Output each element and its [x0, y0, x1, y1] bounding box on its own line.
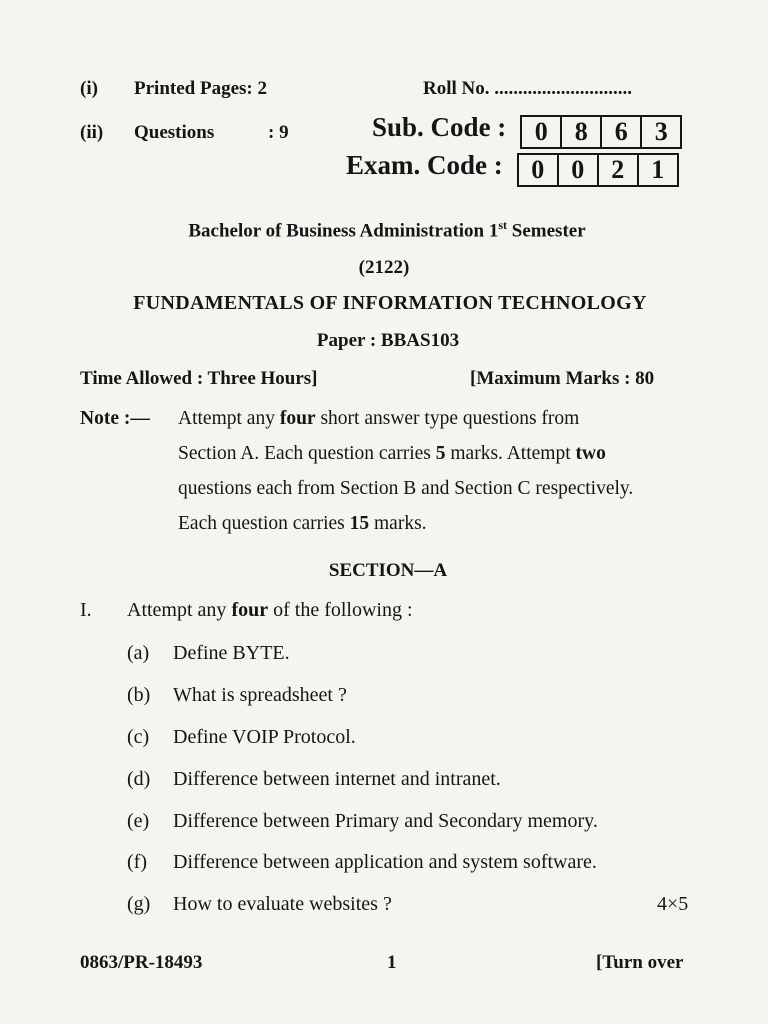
item-text: Difference between application and system software. — [173, 851, 597, 873]
questions-value: : 9 — [268, 122, 289, 143]
item-label: (d) — [127, 768, 151, 790]
questions-label: Questions — [134, 122, 215, 143]
item-label: (e) — [127, 810, 150, 832]
roll-no-label: Roll No. ............................. — [423, 78, 632, 99]
maximum-marks: [Maximum Marks : 80 — [470, 368, 655, 389]
item-text: What is spreadsheet ? — [173, 684, 347, 706]
programme-title: Bachelor of Business Administration 1st Semester — [188, 218, 586, 242]
note-line-4: Each question carries 15 marks. — [178, 513, 427, 534]
note-line-3: questions each from Section B and Section C respectively. — [178, 478, 634, 499]
marks-distribution: 4×5 — [657, 893, 689, 915]
session-code: (2122) — [358, 257, 410, 278]
time-allowed: Time Allowed : Three Hours] — [80, 368, 318, 389]
exam-code-box — [517, 153, 679, 187]
paper-code: Paper : BBAS103 — [316, 330, 460, 351]
item-text: Define VOIP Protocol. — [173, 726, 356, 748]
sub-code-box — [520, 115, 682, 149]
item-label: (b) — [127, 684, 151, 706]
exam-code-digit: 0 — [559, 155, 599, 185]
note-line-2: Section A. Each question carries 5 marks. Attempt two — [178, 443, 606, 464]
sub-code-row — [372, 112, 682, 149]
exam-code-digit: 0 — [519, 155, 559, 185]
questions-number: (ii) — [80, 122, 104, 143]
footer-paper-code: 0863/PR-18493 — [80, 952, 203, 973]
sub-code-digit: 3 — [654, 117, 668, 147]
printed-pages-label: Printed Pages: 2 — [134, 78, 267, 99]
item-text: Difference between internet and intranet. — [173, 768, 501, 790]
subject-title: FUNDAMENTALS OF INFORMATION TECHNOLOGY — [133, 292, 647, 314]
sub-code-label: Sub. Code : — [372, 112, 507, 142]
exam-code-row — [346, 150, 679, 187]
sub-code-digit: 0 — [522, 117, 562, 147]
sub-code-digit: 8 — [562, 117, 602, 147]
item-label: (c) — [127, 726, 150, 748]
exam-code-digit: 1 — [651, 155, 665, 185]
exam-code-digit: 2 — [599, 155, 639, 185]
question-number: I. — [80, 599, 92, 621]
question-instruction: Attempt any four of the following : — [127, 599, 413, 621]
page-number: 1 — [387, 952, 397, 973]
item-label: (a) — [127, 642, 150, 664]
exam-code-label: Exam. Code : — [346, 150, 503, 180]
printed-pages-number: (i) — [80, 78, 98, 99]
note-line-1: Attempt any four short answer type questions from — [178, 408, 580, 429]
section-a-heading: SECTION—A — [328, 560, 448, 581]
item-label: (g) — [127, 893, 151, 915]
item-text: Define BYTE. — [173, 642, 290, 664]
item-text: How to evaluate websites ? — [173, 893, 392, 915]
item-label: (f) — [127, 851, 147, 873]
turn-over: [Turn over — [596, 952, 684, 973]
note-label: Note :— — [80, 408, 150, 429]
item-text: Difference between Primary and Secondary memory. — [173, 810, 598, 832]
sub-code-digit: 6 — [602, 117, 642, 147]
